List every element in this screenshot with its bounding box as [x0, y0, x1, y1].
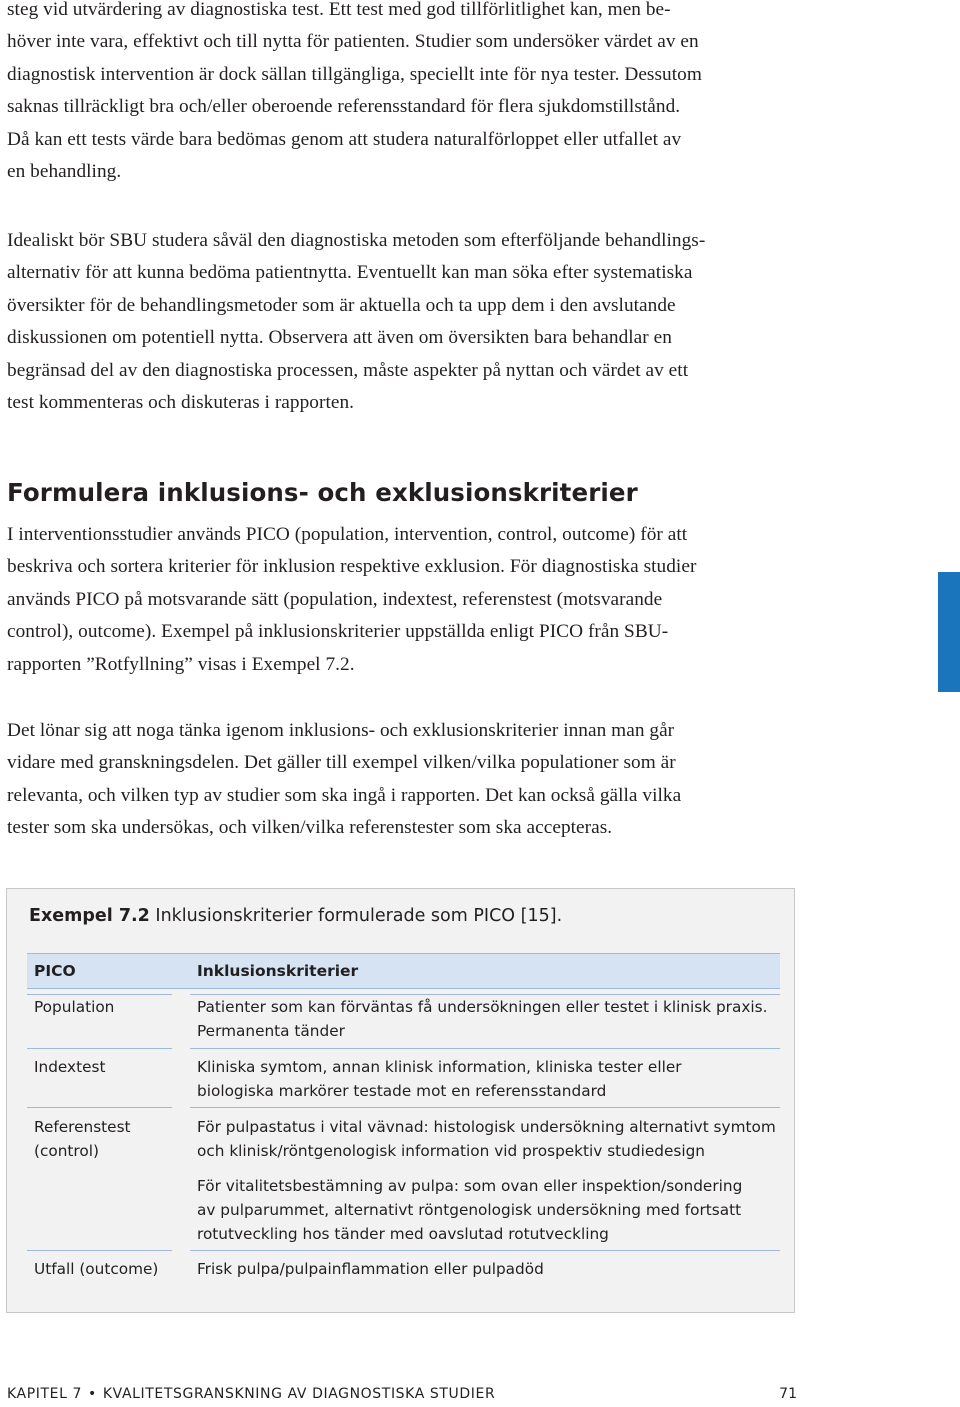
cell-text: biologiska markörer testade mot en referensstandard: [197, 1082, 607, 1100]
paragraph-utvardering: [7, 0, 799, 188]
cell-text: Kliniska symtom, annan klinisk information, kliniska tester eller: [197, 1058, 682, 1076]
row-divider: [190, 1107, 780, 1108]
cell-text: Referenstest: [34, 1118, 131, 1136]
table-cell-pico: [34, 1257, 158, 1281]
table-cell-criteria: [197, 1115, 776, 1163]
text-line: steg vid utvärdering av diagnostiska test. Ett test med god tillförlitlighet kan, men be-: [7, 0, 671, 20]
text-line: saknas tillräckligt bra och/eller oberoende referensstandard för flera sjukdomstillstånd.: [7, 96, 681, 118]
footer-title: KVALITETSGRANSKNING AV DIAGNOSTISKA STUDIER: [102, 1386, 496, 1402]
text-line: relevanta, och vilken typ av studier som ska ingå i rapporten. Det kan också gälla vilka: [7, 784, 682, 806]
table-cell-criteria: [197, 1055, 682, 1103]
paragraph-patientnytta: [7, 225, 799, 419]
table-header-row: [27, 953, 780, 989]
text-line: Det lönar sig att noga tänka igenom inklusions- och exklusionskriterier innan man går: [7, 720, 675, 741]
section-heading: Formulera inklusions- och exklusionskriterier: [7, 478, 638, 507]
cell-text: Indextest: [34, 1058, 106, 1076]
paragraph-pico: [7, 519, 799, 681]
cell-text: Utfall (outcome): [34, 1260, 159, 1278]
row-divider: [27, 994, 172, 995]
text-line: en behandling.: [7, 161, 122, 183]
text-line: test kommenteras och diskuteras i rapporten.: [7, 392, 355, 414]
row-divider: [27, 1107, 172, 1108]
row-divider: [27, 1048, 172, 1049]
cell-text: Population: [34, 998, 115, 1016]
example-title: [29, 906, 562, 926]
table-cell-pico: [34, 995, 114, 1019]
text-line: tester som ska undersökas, och vilken/vilka referenstester som ska accepteras.: [7, 817, 613, 839]
text-line: rapporten ”Rotfyllning” visas i Exempel 7.2.: [7, 653, 355, 675]
cell-text: För pulpastatus i vital vävnad: histologisk undersökning alternativt symtom: [197, 1118, 776, 1136]
cell-text: Permanenta tänder: [197, 1022, 345, 1040]
cell-text: av pulparummet, alternativt röntgenologisk undersökning med fortsatt: [197, 1201, 742, 1219]
text-line: control), outcome). Exempel på inklusionskriterier uppställda enligt PICO från SBU-: [7, 621, 669, 643]
table-cell-criteria: [197, 995, 767, 1043]
page-number: 71: [779, 1386, 797, 1402]
text-line: diagnostisk intervention är dock sällan tillgängliga, speciellt inte för nya tester. Dessutom: [7, 63, 702, 85]
text-line: höver inte vara, effektivt och till nytta för patienten. Studier som undersöker värdet av en: [7, 31, 699, 53]
text-line: alternativ för att kunna bedöma patientnytta. Eventuellt kan man söka efter systematiska: [7, 262, 693, 284]
row-divider: [190, 1250, 780, 1251]
example-caption: Inklusionskriterier formulerade som PICO [15].: [155, 906, 563, 926]
text-line: används PICO på motsvarande sätt (population, indextest, referenstest (motsvarande: [7, 588, 663, 610]
text-line: diskussionen om potentiell nytta. Observera att även om översikten bara behandlar en: [7, 327, 672, 349]
example-box: [6, 888, 795, 1313]
cell-text: och klinisk/röntgenologisk information vid prospektiv studiedesign: [197, 1142, 705, 1160]
text-line: begränsad del av den diagnostiska processen, måste aspekter på nyttan och värdet av ett: [7, 359, 689, 381]
cell-text: Frisk pulpa/pulpainflammation eller pulpadöd: [197, 1260, 544, 1278]
text-line: Idealiskt bör SBU studera såväl den diagnostiska metoden som efterföljande behandlings-: [7, 230, 706, 251]
column-header-criteria: Inklusionskriterier: [197, 962, 359, 980]
text-line: beskriva och sortera kriterier för inklusion respektive exklusion. För diagnostiska studier: [7, 556, 697, 578]
footer-chapter: KAPITEL 7: [7, 1386, 83, 1402]
row-divider: [190, 994, 780, 995]
chapter-side-tab: [938, 572, 960, 692]
page-footer: [7, 1386, 797, 1402]
cell-text: (control): [34, 1142, 99, 1160]
cell-text: För vitalitetsbestämning av pulpa: som ovan eller inspektion/sondering: [197, 1177, 743, 1195]
example-label: Exempel 7.2: [29, 906, 150, 926]
text-line: I interventionsstudier används PICO (population, intervention, control, outcome) för att: [7, 524, 688, 545]
row-divider: [27, 1250, 172, 1251]
table-cell-pico: [34, 1115, 131, 1163]
cell-text: rotutveckling hos tänder med oavslutad rotutveckling: [197, 1225, 609, 1243]
table-cell-criteria: [197, 1174, 742, 1246]
text-line: vidare med granskningsdelen. Det gäller till exempel vilken/vilka populationer som är: [7, 752, 676, 774]
text-line: översikter för de behandlingsmetoder som är aktuella och ta upp dem i den avslutande: [7, 294, 676, 316]
cell-text: Patienter som kan förväntas få undersökningen eller testet i klinisk praxis.: [197, 998, 768, 1016]
table-cell-pico: [34, 1055, 106, 1079]
table-cell-criteria: [197, 1257, 544, 1281]
text-line: Då kan ett tests värde bara bedömas genom att studera naturalförloppet eller utfallet av: [7, 128, 682, 150]
footer-bullet: •: [88, 1386, 97, 1402]
row-divider: [190, 1048, 780, 1049]
column-header-pico: PICO: [34, 962, 76, 980]
paragraph-kriterier: [7, 715, 799, 845]
